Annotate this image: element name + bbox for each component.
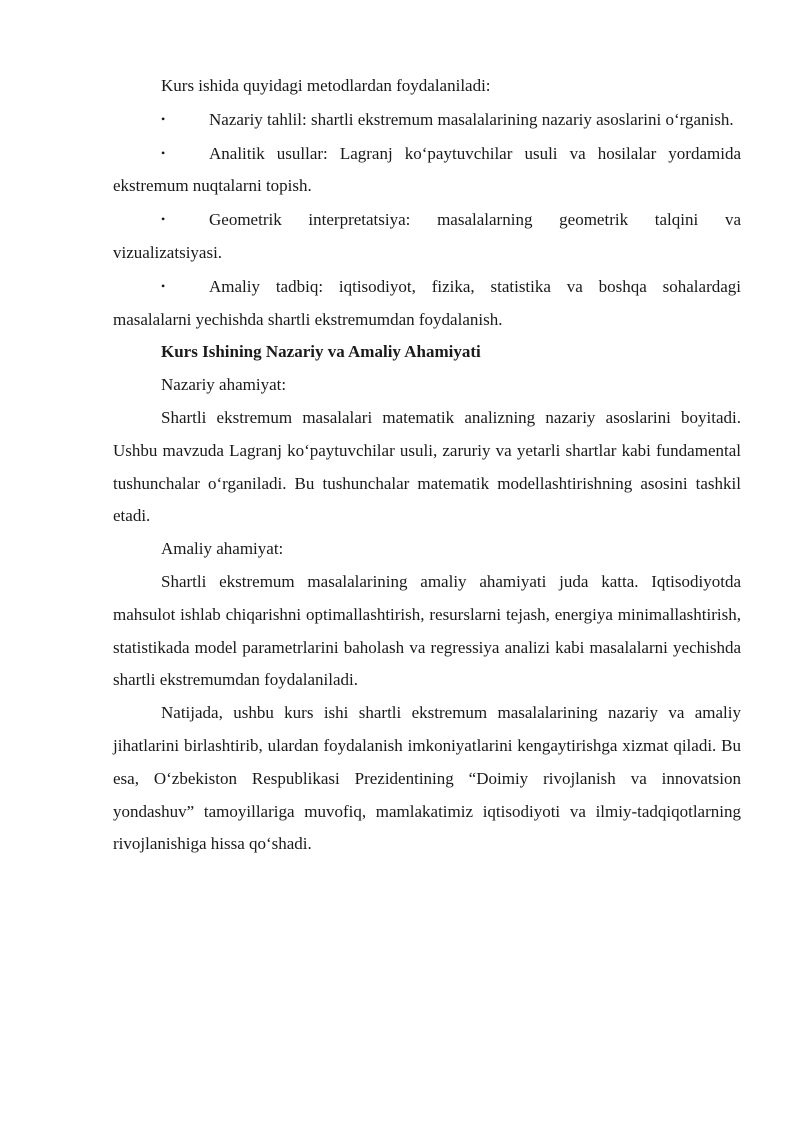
document-page bbox=[113, 70, 741, 861]
bullet-item bbox=[113, 270, 741, 337]
section-heading: Kurs Ishining Nazariy va Amaliy Ahamiyati bbox=[161, 342, 481, 362]
bullet-item bbox=[113, 203, 741, 270]
theory-paragraph: Shartli ekstremum masalalari matematik analizning nazariy asoslarini boyitadi. Ushbu mavzuda Lagranj ko‘paytuvchilar usuli, zaruriy va yetarli shartlar kabi fundamental tushunchalar o‘rganiladi. Bu tushunchalar matematik modellashtirishning asosini tashkil etadi. bbox=[113, 407, 741, 526]
conclusion-paragraph: Natijada, ushbu kurs ishi shartli ekstremum masalalarining nazariy va amaliy jihatlarini birlashtirib, ulardan foydalanish imkoniyatlarini kengaytirishga xizmat qiladi. Bu esa, O‘zbekiston Respublikasi Prezidentining “Doimiy rivojlanish va innovatsion yondashuv” tamoyillariga muvofiq, mamlakatimiz iqtisodiyoti va ilmiy-tadqiqotlarning rivojlanishiga hissa qo‘shadi. bbox=[113, 703, 741, 854]
bullet-text: Analitik usullar: Lagranj ko‘paytuvchilar usuli va hosilalar yordamida ekstremum nuqtalarni topish. bbox=[113, 143, 741, 196]
intro-paragraph: Kurs ishida quyidagi metodlardan foydalaniladi: bbox=[161, 76, 491, 95]
bullet-item bbox=[113, 137, 741, 204]
bullet-icon: • bbox=[161, 212, 166, 227]
bullet-text: Nazariy tahlil: shartli ekstremum masalalarining nazariy asoslarini o‘rganish. bbox=[209, 109, 734, 129]
bullet-text: Amaliy tadbiq: iqtisodiyot, fizika, statistika va boshqa sohalardagi masalalarni yechishda shartli ekstremumdan foydalanish. bbox=[113, 276, 741, 329]
bullet-item bbox=[113, 103, 741, 137]
bullet-icon: • bbox=[161, 278, 166, 293]
practice-label: Amaliy ahamiyat: bbox=[161, 539, 284, 559]
bullet-text: Geometrik interpretatsiya: masalalarning geometrik talqini va vizualizatsiyasi. bbox=[113, 210, 741, 262]
bullet-icon: • bbox=[161, 111, 166, 126]
theory-label: Nazariy ahamiyat: bbox=[161, 375, 287, 395]
bullet-icon: • bbox=[161, 145, 166, 160]
practice-paragraph: Shartli ekstremum masalalarining amaliy ahamiyati juda katta. Iqtisodiyotda mahsulot ishlab chiqarishni optimallashtirish, resurslarni tejash, energiya minimallashtirish, statistikada model parametrlarini baholash va regressiya analizi kabi masalalarni yechishda shartli ekstremumdan foydalaniladi. bbox=[113, 571, 741, 690]
